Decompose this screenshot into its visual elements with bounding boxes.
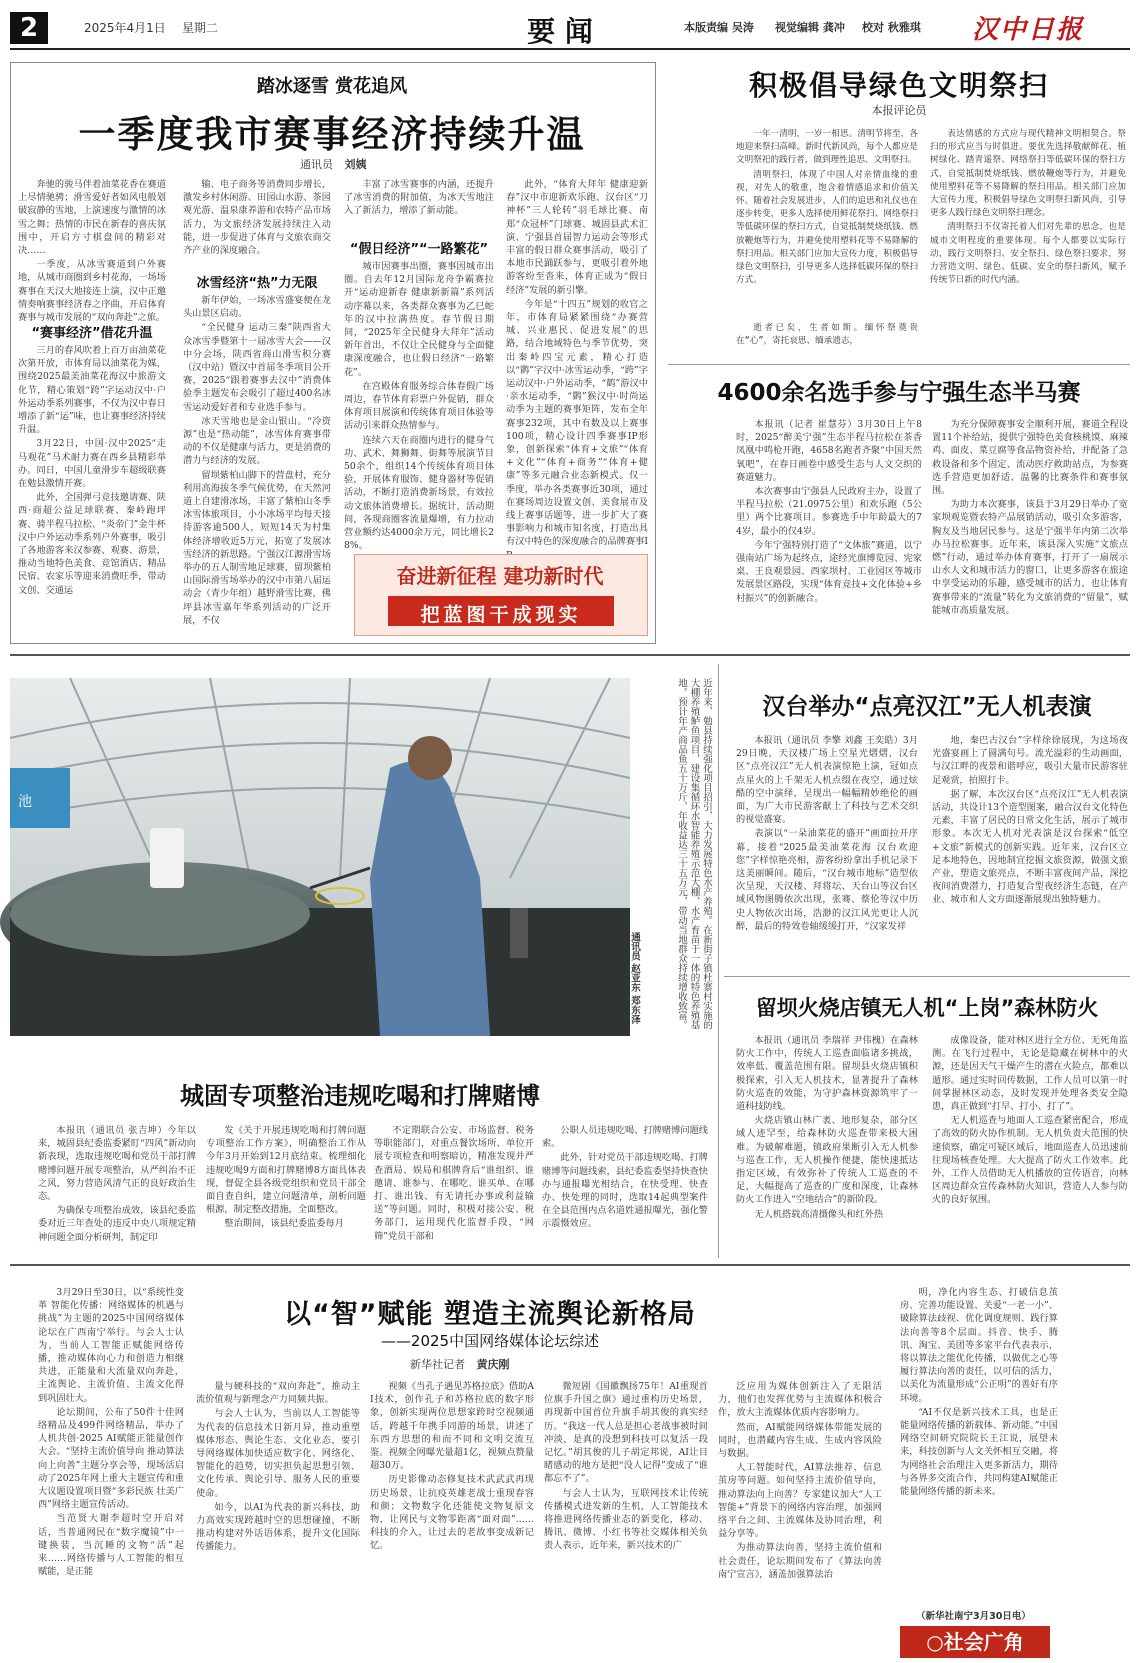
paper-name-logo: 汉中日报 — [972, 15, 1085, 45]
section-title: 要 闻 — [527, 15, 593, 48]
social-angle-badge — [900, 1626, 1050, 1658]
gambling-title: 城固专项整治违规吃喝和打牌赌博 — [180, 1082, 540, 1110]
photo-sign-text: 池 — [18, 794, 32, 810]
lead-col-2: 输、电子商务等消费同步增长，激发乡村休闲游、田园山水游、茶园观光游、温泉康养游和农特产品市场活力，为文旅经济发展持续注入动能，进一步促进了体育与文旅农商交齐产业的深度融合。 — [183, 179, 331, 257]
editor-credit: 本版责编 吴涛 — [684, 21, 754, 34]
drone-show-col-2: 地，秦巴古汉台”字样徐徐展现，为这场夜光盛宴画上了圆满句号。流光溢彩的生动画面，与汉江畔的夜景和谐呼应，吸引大量市民游客驻足观赏，拍照打卡。 据了解，本次汉台区“点亮汉江”无人机表演活动，共设计13个造型图案，融合汉台文化特色元素，丰富了居民的日常文化生活，展示了城市形象。本次无人机对光表演是汉台探索“低空+文旅”新模式的创新实践。近年来，汉台区立足本地特色，因地制宜挖掘文旅资源，做强文旅产业，塑造文旅亮点，不断丰富夜间产品，深挖夜间消费潜力，打造复合型夜经济生态链，在产业、城市和人文方面逐渐展现出独特魅力。 — [932, 735, 1128, 906]
masthead — [0, 0, 1140, 56]
photo-credit: 通讯员 赵亚东 郑东泽 摄 — [616, 932, 640, 1025]
drone-show-title: 汉台举办“点亮汉江”无人机表演 — [762, 694, 1092, 720]
editorial-col-1: 一年一清明，一岁一相思。清明节将至，各地迎来祭扫高峰。新时代新风尚，每个人都应是文明祭祀的践行者，做到理性追思、文明祭扫。 清明祭扫，体现了中国人对亲情血缘的重视，对先人的敬重，饱含着情感追求和价值关怀。随着社会发展进步，人们的追思和礼仪也在逐步转变，更多人选择使用鲜花祭扫、网络祭扫等低碳环保的祭扫方式，自觉抵制焚烧纸钱、燃放鞭炮等行为，并避免使用塑料花等不易降解的祭扫用品。相关部门应加大宣传力度，积极倡导绿色文明祭扫，引导更多人选择低碳环保的祭扫方式。 — [736, 129, 918, 286]
forest-col-1: 本报讯（通讯员 李瑞祥 尹伟槐）在森林防火工作中，传统人工巡查面临诸多挑战，效率低、覆盖范围有限。留坝县火烧店镇积极探索，引入无人机技术，显著提升了森林防火巡查的效能，为守护森林资源筑牢了一道科技防线。 火烧店镇山林广袤、地形复杂，部分区域人迹罕至，给森林防火巡查带来极大困难。为破解难题，镇政府果断引入无人机参与巡查工作，无人机操作便捷，能快速抵达指定区域，有效弥补了传统人工巡查的不足，大幅提高了巡查的广度和深度，让森林防火工作进入“空地结合”的新阶段。 无人机搭载高清摄像头和红外热 — [736, 1035, 918, 1220]
forum-byline-role: 新华社记者 — [410, 1358, 465, 1371]
social-angle-label: 社会广角 — [943, 1630, 1024, 1654]
lead-col-3b: 城市因赛事出圈，赛事因城市出圈。自去年12月国际龙舟争霸赛拉开“运动迎新春 健康新新篇”系列活动序幕以来，各类群众赛事为乙巳蛇年的汉中拉满热度。春节假日期间，“2025年全民健身大拜年”活动新年首出，不仅让全民健身与全面健康深度融合，也让假日经济“一路繁花”。 在宫殿体育服务综合体春假广场周边，春节体育彩票户外促销，群众体育项目展演和传统体育项目体验等活动引来群众热情参与。 连续六天在商圈内进行的健身气功、武术、舞狮舞、街舞等展演节目50余个，组织14个传统体育项目体验，开展体育服饰、健身器材等促销活动，不断打造消费新场景，有效拉动文旅体消费增长。据统计，活动期间，各现商圈客流量爆增，有力拉动营业额约达4000余万元，同比增长28%。 — [344, 261, 494, 552]
lead-subhead-2: 冰雪经济“热”力无限 — [196, 276, 318, 291]
forum-col-1: 3月29日至30日，以“系统性变革 智能化传播：网络媒体的机遇与挑战”为主题的2025中国网络媒体论坛在广西南宁举行。与会人士认为，当前人工智能正赋能网络传播，推动媒体向心力和创造力相继共进，正能量和大流量双向奔赴，主流舆论、主流价值、主流文化得到巩固壮大。 论坛期间，公布了50件十佳网络精品及499件网络精品，举办了人机共创·2025 AI赋能正能量创作大会。“坚持主流价值导向 推动算法向上向善”主题分享会等，现场活启动了2025年网上重大主题宣传和重大议题设置项目暨“多彩民族 壮美广西”网络主题宣传活动。 当范贤大谢李超时空开启对话，当普通网民在“数字魔镜”中一键换装，当沉睡的文物“活”起来……网络传播与人工智能的相互赋能，是正能 — [38, 1287, 184, 1578]
forum-title: 以“智”赋能 塑造主流舆论新格局 — [284, 1299, 696, 1330]
lead-col-3: 丰富了冰雪赛事的内涵，还提升了冰雪消费的附加值，为冰天雪地注入了新活力，增添了新动能。 — [344, 179, 494, 217]
lead-byline — [300, 156, 367, 172]
forest-col-2: 成像设备，能对林区进行全方位、无死角监测。在飞行过程中，无论是隐藏在树林中的火源，还是因天气干燥产生的潜在火险点，都难以遁形。通过实时回传数据，工作人员可以第一时间掌握林区动态，及时发现并处理各类安全隐患，真正做到“打早、打小、打了”。 无人机巡查与地面人工巡查紧密配合，形成了高效的防火协作机制。无人机负责大范围的快速侦察，确定可疑区域后，地面巡查人员迅速前往现场核查处理。大大提高了防火工作效率。此外，工作人员借助无人机播放的宣传语音，向林区周边群众宣传森林防火知识，营造人人参与防火的良好氛围。 — [932, 1035, 1128, 1206]
visual-editor-credit: 视觉编辑 龚冲 — [775, 21, 845, 34]
marathon-col-1: 本报讯（记者 崔慧芬）3月30日上午8时，2025“醉美宁强”生态半程马拉松在茶香凤凰中鸣枪开跑，4658名跑者齐聚“中国天然氧吧”，在春日画卷中感受生态与人文交织的赛道魅力。 本次赛事由宁强县人民政府主办，设置了半程马拉松（21.0975公里）和欢乐跑（5公里）两个比赛项目。参赛选手中年龄最大的74岁，最小的仅4岁。 今年宁强特别打造了“文体旅”赛道，以宁强南站广场为起终点，途经光旗博览园、宪家桌、王良观景园、西家坝村、工业园区等城市发展景区路段，实现“体育竞技+文化体验+乡村振兴”的创新融合。 — [736, 419, 922, 604]
lead-byline-name: 刘姨 — [344, 158, 367, 171]
forum-col-2: 量与硬科技的“双向奔赴”，推动主流价值观与新理念产力同频共振。 与会人士认为，当前以人工智能等为代表的信息技术日新月异，推动重塑媒体形态、舆论生态、文化业态，要引导网络媒体加快适应数字化、网络化、智能化的趋势，切实担负起思想引领、文化传承、舆论引导、服务人民的重要使命。 如今，以AI为代表的新兴科技，助力高效实现跨越时空的思想碰撞，不断推动构建对外话语体系，提升文化国际传播能力。 — [196, 1381, 360, 1553]
marathon-col-2: 为充分保障赛事安全顺利开展，赛道全程设置11个补给站，提供宁强特色美食核桃馍、麻辣鸡、面皮、菜豆腐等食品物资补给，并配备了急救设备和多个固定、流动医疗救助站点，为参赛选手营造更加舒适、温馨的比赛条件和赛事氛围。 为助力本次赛事，该县于3月29日举办了宽家坝观览暨农特产品展销活动，吸引众多游客，胸友及当地居民参与。这是宁强半年内第二次举办马拉松赛事。近年来，该县深入实施“文旅点燃”行动，通过举办体育赛事，打开了一扇展示山水人文和城市活力的窗口，让更多游客在旅途中享受运动的乐趣，感受城市的活力，也让体育赛事带来的“流量”转化为文旅消费的“留量”，赋能城市高质量发展。 — [932, 419, 1128, 616]
page-number: 2 — [10, 12, 48, 44]
forum-subtitle: ——2025中国网络媒体论坛综述 — [380, 1332, 600, 1350]
forum-byline — [410, 1356, 510, 1372]
lead-col-2b: 新年伊始，一场冰雪盛宴便在龙头山景区启动。 “全民健身 运动三秦”陕西省大众冰雪季暨第十一届冰雪大会——汉中分会场，陕西省商山滑雪积分赛（汉中站）暨汉中首届冬季项目公开赛，2025“跟着赛事去汉中”消费体验季主题发布会吸引了超过400名冰雪运动爱好者和专业选手参与。 冰天雪地也是金山银山。“冷资源”也是“热动能”，冰雪体育赛事带动的不仅是健康与活力，更是消费的潜力与经济的发展。 留坝紫柏山脚下的营盘村，充分利用高海拔冬季气候优势，在天然河道上自建滑冰场，丰富了紫柏山冬季冰雪体旅项目，小小冰场平均每天接待游客逾500人，短短14天为村集体经济增收近5万元，拓宽了发展冰雪经济的新思路。宁强汉江源滑雪场举办的五人制雪地足球赛，留坝紫柏山国际滑雪场举办的汉中市第八届运动会（青少年组）越野滑雪比赛，佛坪县冰雪嘉年华系列活动的广泛开展，不仅 — [183, 295, 331, 626]
editorial-title: 积极倡导绿色文明祭扫 — [748, 69, 1049, 102]
forest-title: 留坝火烧店镇无人机“上岗”森林防火 — [755, 996, 1099, 1020]
lead-subhead-1: “赛事经济”借花升温 — [31, 326, 153, 341]
marathon-title: 4600余名选手参与宁强生态半马赛 — [717, 380, 1081, 406]
fish-farm-photo — [10, 678, 630, 1036]
lead-kicker: 踏冰逐雪 赏花追风 — [256, 76, 408, 97]
forum-col-4: 微短剧《国徽飘扬75年！AI重现首位旗手升国之旗》通过重构历史场景，再现新中国首位升旗手胡其俊的真实经历。“我这一代人总是担心老战事被时间冲淡，是真的没想到科技可以复活一段记忆。”胡其俊的儿子胡定邦说，AI让目睹感动的地方是把“没人记得”变成了“谁都忘不了”。 与会人士认为，互联网技术让传统传播模式进发新的生机，人工智能技术将推进网络传播业态的新变化，移动、腾讯、微博、小红书等社交媒体相关负责人表示，近年来，新兴技术的广 — [544, 1381, 708, 1552]
lead-byline-role: 通讯员 — [300, 158, 333, 171]
lead-col-1: 奔驰的骏马伴着油菜花香在赛道上尽情驰骋；滑雪爱好者如风电般划破寂静的雪地，上演速度与激情的冰雪之舞；热情的市民在新春的喜庆氛围中，开启方寸棋盘间的精彩对决…… 一季度，从冰雪赛道到户外赛地，从城市商圈到乡村花海，一场场赛事在天汉大地接连上演，汉中正邀情奏响赛事经济春之序曲，开启体育赛事与城市发展的“双向奔赴”之旅。 — [18, 179, 166, 324]
lead-col-1b: 三月的春风吹着上百万亩油菜花次第开放，市体育局以油菜花为媒，围绕2025最美油菜花海汉中旅游文化节，精心策划“跨”字运动汉中·户外运动季系列赛事，不仅为汉中春日增添了新“运”味，也让赛事经济持续升温。 3月22日，中国·汉中2025“走马观花”马术耐力赛在西乡县精彩举办。同日，中国儿童滑步车超级联赛在勉县激情开赛。 此外，全国弹弓竞技邀请赛、陕西·商超公益足球联赛、秦岭跑坪赛、骑半程马拉松、“炎帝门”金牛杯汉中户外运动季系列户外赛事，吸引了各地游客来汉参赛、观赛、游景，推动当地特色美食、竞馆酒店、精品民宿、农家乐等迎来消费旺季，带动文创、交通运 — [18, 345, 166, 596]
circle-icon: ○ — [926, 1630, 944, 1654]
drone-show-col-1: 本报讯（通讯员 李擎 刘鑫 王奕皓）3月29日晚，天汉楼广场上空星光熠熠，汉台区“点亮汉江”无人机表演惊艳上演，冠如点点星火的上千架无人机点缀在夜空，通过炫酷的空中演绎，呈现出一幅幅精妙绝伦的画面，为广大市民游客献上了科技与艺术交织的视觉盛宴。 表演以“一朵油菜花的盛开”画面拉开序幕，接着“2025最美油菜花海 汉台欢迎您”字样惊艳亮相，游客纷纷拿出手机记录下这美丽瞬间。随后，“汉台城市地标”造型依次呈现，天汉楼、拜将坛、天台山等汉台区域风物图腾依次出现，张骞、蔡伦等汉中历史人物依次出场，浩渺的汉江风光更让人沉醉，最后的特效卷轴缓缓打开，“汉家发祥 — [736, 735, 918, 932]
editorial-col-1b: 逝者已矣，生者如斯。缅怀祭奠贵在“心”，寄托哀思、缅承遗志， — [736, 323, 918, 347]
gambling-col-1: 本报讯（通讯员 张吉坤）今年以来，城固县纪委监委紧盯“四风”新动向新表现，选取违规吃喝和党员干部打牌赌博问题开展专项整治，从严纠治不正之风，努力营造风清气正的良好政治生态。 为确保专项整治成效，该县纪委监委对近三年查处的违反中央八项规定精神问题全面分析研判，制定印 — [38, 1125, 196, 1243]
photo-caption: 近年来，勉县持续强化项目招引，大力发展特色水产养殖。在新街子镇杜寨村实施的大棚养殖鲈鱼项目，建设集循环水智能养殖示范大棚、水产育苗于一体的特色养殖基地。预计年产商品鱼五十万斤，年收益达三十五万元，带动当地群众持续增收致富。 — [676, 678, 712, 1030]
slogan-line-2: 把蓝图干成现实 — [420, 604, 582, 626]
lead-subhead-3: “假日经济”“一路繁花” — [349, 242, 489, 257]
gambling-col-2: 发《关于开展违规吃喝和打牌问题专项整治工作方案》，明确整治工作从今年3月开始到12月底结束。梳理细化违规吃喝9方面和打牌赌博8方面具体表现，督促全县各级党组织和党员干部全面自查自纠，建立问题清单，剖析问题根源，制定整改措施，全面整改。 整治期间，该县纪委监委每月 — [206, 1125, 366, 1230]
issue-date: 2025年4月1日 — [84, 21, 166, 35]
issue-weekday: 星期二 — [182, 21, 219, 35]
forum-col-3: 视频《当孔子遇见苏格拉底》借助AI技术，创作孔子和苏格拉底的数字形象，创新实现两位思想家跨时空视频通话，跨越千年携手同游的场景，讲述了东西方思想的和而不同和文明交流互鉴。视频全网曝光量超1亿，视频点赞量超30万。 历史影像动态修复技术武武武再现历史场景，让抗疫英雄老战士重现春容和颜；文物数字化还能使文物复原文物，让网民与文物零距离“面对面”……科技的介入，让过去的老故事变成新记忆。 — [370, 1381, 534, 1552]
slogan-line-1: 奋进新征程 建功新时代 — [396, 564, 604, 588]
editorial-byline: 本报评论员 — [871, 104, 927, 117]
lead-col-4: 此外，“体育大拜年 健康迎新春”汉中市迎新欢乐跑、汉台区“刀神杯”三人轮转”羽毛球比赛、南郑“众冠杯”门球赛、城固县武术汇演、宁强县首届智力运动会等形式丰富的假日群众赛事活动，吸引了本地市民踊跃参与，更吸引着外地游客纷至沓来，体育正成为“假日经济”发展的新引擎。 今年是“十四五”规划的收官之年，市体育局紧紧围绕“办赛营城、兴业惠民、促进发展”的思路，结合地域特色与季节优势，突出秦岭四宝元素，精心打造以“鹮”字汉中·冰雪运动季，“跨”字运动汉中·户外运动季，“鹤”游汉中·亲水运动季，“鹮”猴汉中·时尚运动季为主题的赛事矩阵，发布全年赛事232项，其中有数及以上赛事100项，精心设计四季赛事IP形象，创新探索“体育+文旅”“体育+文化”“体育+商务”“体育+健康”等多元融合业态新模式。仅一季度，举办各类赛事近30项，通过在赛场周边设置文创、美食展市及线上赛事话题等，进一步扩大了赛事影响力和城市知名度，打造出具有汉中特色的深度融合的品牌赛事I — [506, 179, 648, 548]
forum-col-5: 泛应用为媒体创新注入了无限活力，他们也发挥优势与主流媒体积极合作，放大主流媒体优质内容影响力。 然而，AI赋能网络媒体带能发展的同时，也潜藏内容生成、生成内容风险与数据。 人工智能时代，AI算法推荐、信息茧房等问题。如何坚持主流价值导向，推动算法向上向善？专家建议加大“人工智能+”背景下的网络内容治理，加强网络平台之间、主流媒体及协同治理，利益分享等。 为推动算法向善，坚持主流价值和社会责任，论坛期间发布了《算法向善南宁宣言》，涵盖加强算法治 — [718, 1381, 882, 1580]
gambling-col-4: 公职人员违规吃喝、打牌赌博问题线索。 此外，针对党员干部违规吃喝、打牌赌博等问题线索，县纪委监委坚持快查快办与通报曝光相结合，在快受理、快查办、快处理的同时，选取14起典型案件在全县范围内点名道姓通报曝光，强化警示震慑效应。 — [542, 1125, 708, 1230]
forum-credit: （新华社南宁3月30日电） — [916, 1611, 1031, 1622]
proofreader-credit: 校对 秋雅琪 — [862, 21, 921, 34]
fish-farm-photo-art — [10, 678, 630, 1036]
lead-title: 一季度我市赛事经济持续升温 — [78, 113, 586, 156]
editorial-col-2: 表达情感的方式应与现代精神文明相契合。祭扫的形式应当与时俱进。要优先选择敬献鲜花、植树绿化、踏青遥祭、网络祭扫等低碳环保的祭扫方式，自觉抵制焚烧纸钱、燃放鞭炮等行为，并避免使用塑料花等不易降解的祭扫用品。相关部门应加大宣传力度，积极倡导绿色文明祭扫新风尚，引导更多人践行绿色文明祭扫理念。 清明祭扫不仅寄托着人们对先辈的思念，也是城市文明程度的重要体现。每个人都要以实际行动，践行文明祭扫、安全祭扫、绿色祭扫要求，努力营造文明、绿色、低碳、安全的祭扫新风，赋予传统节日新的时代内涵。 — [930, 129, 1126, 286]
gambling-col-3: 不定期联合公安、市场监督、税务等职能部门，对重点餐饮场所、单位开展专项检查和明察暗访，精准发现并严查酒局、娱局和棋牌背后“谁组织、谁邀请、谁参与、在哪吃、谁买单、在哪打、谁出钱、有无请托办事或利益输送”等问题。同时，积极对接公安、税务部门，运用现代化监督手段，“网筛”党员干部和 — [374, 1125, 534, 1242]
forum-col-6: 明，净化内容生态、打破信息茧房、完善功能设置、关爱“一老一小”、破除算法歧视、优化调度规则、践行算法向善等8个层面。抖音、快手、腾讯、淘宝、美团等多家平台代表表示，将以算法之能优化传播，以做优之心等履行算法向善的责任，以可信的活力，以美化为流量形成“公正明”的善好有序环境。 “AI不仅是新兴技术工具，也是正能量网络传播的新载体、新动能。”中国网络空间研究院院长王江说，展望未来，科技创新与人文关怀相互交融，将为网络社会治理注入更多新活力，期待与各界多交流合作，共同构建AI赋能正能量网络传播的新未来。 — [900, 1287, 1058, 1498]
forum-byline-name: 黄庆刚 — [476, 1358, 510, 1371]
